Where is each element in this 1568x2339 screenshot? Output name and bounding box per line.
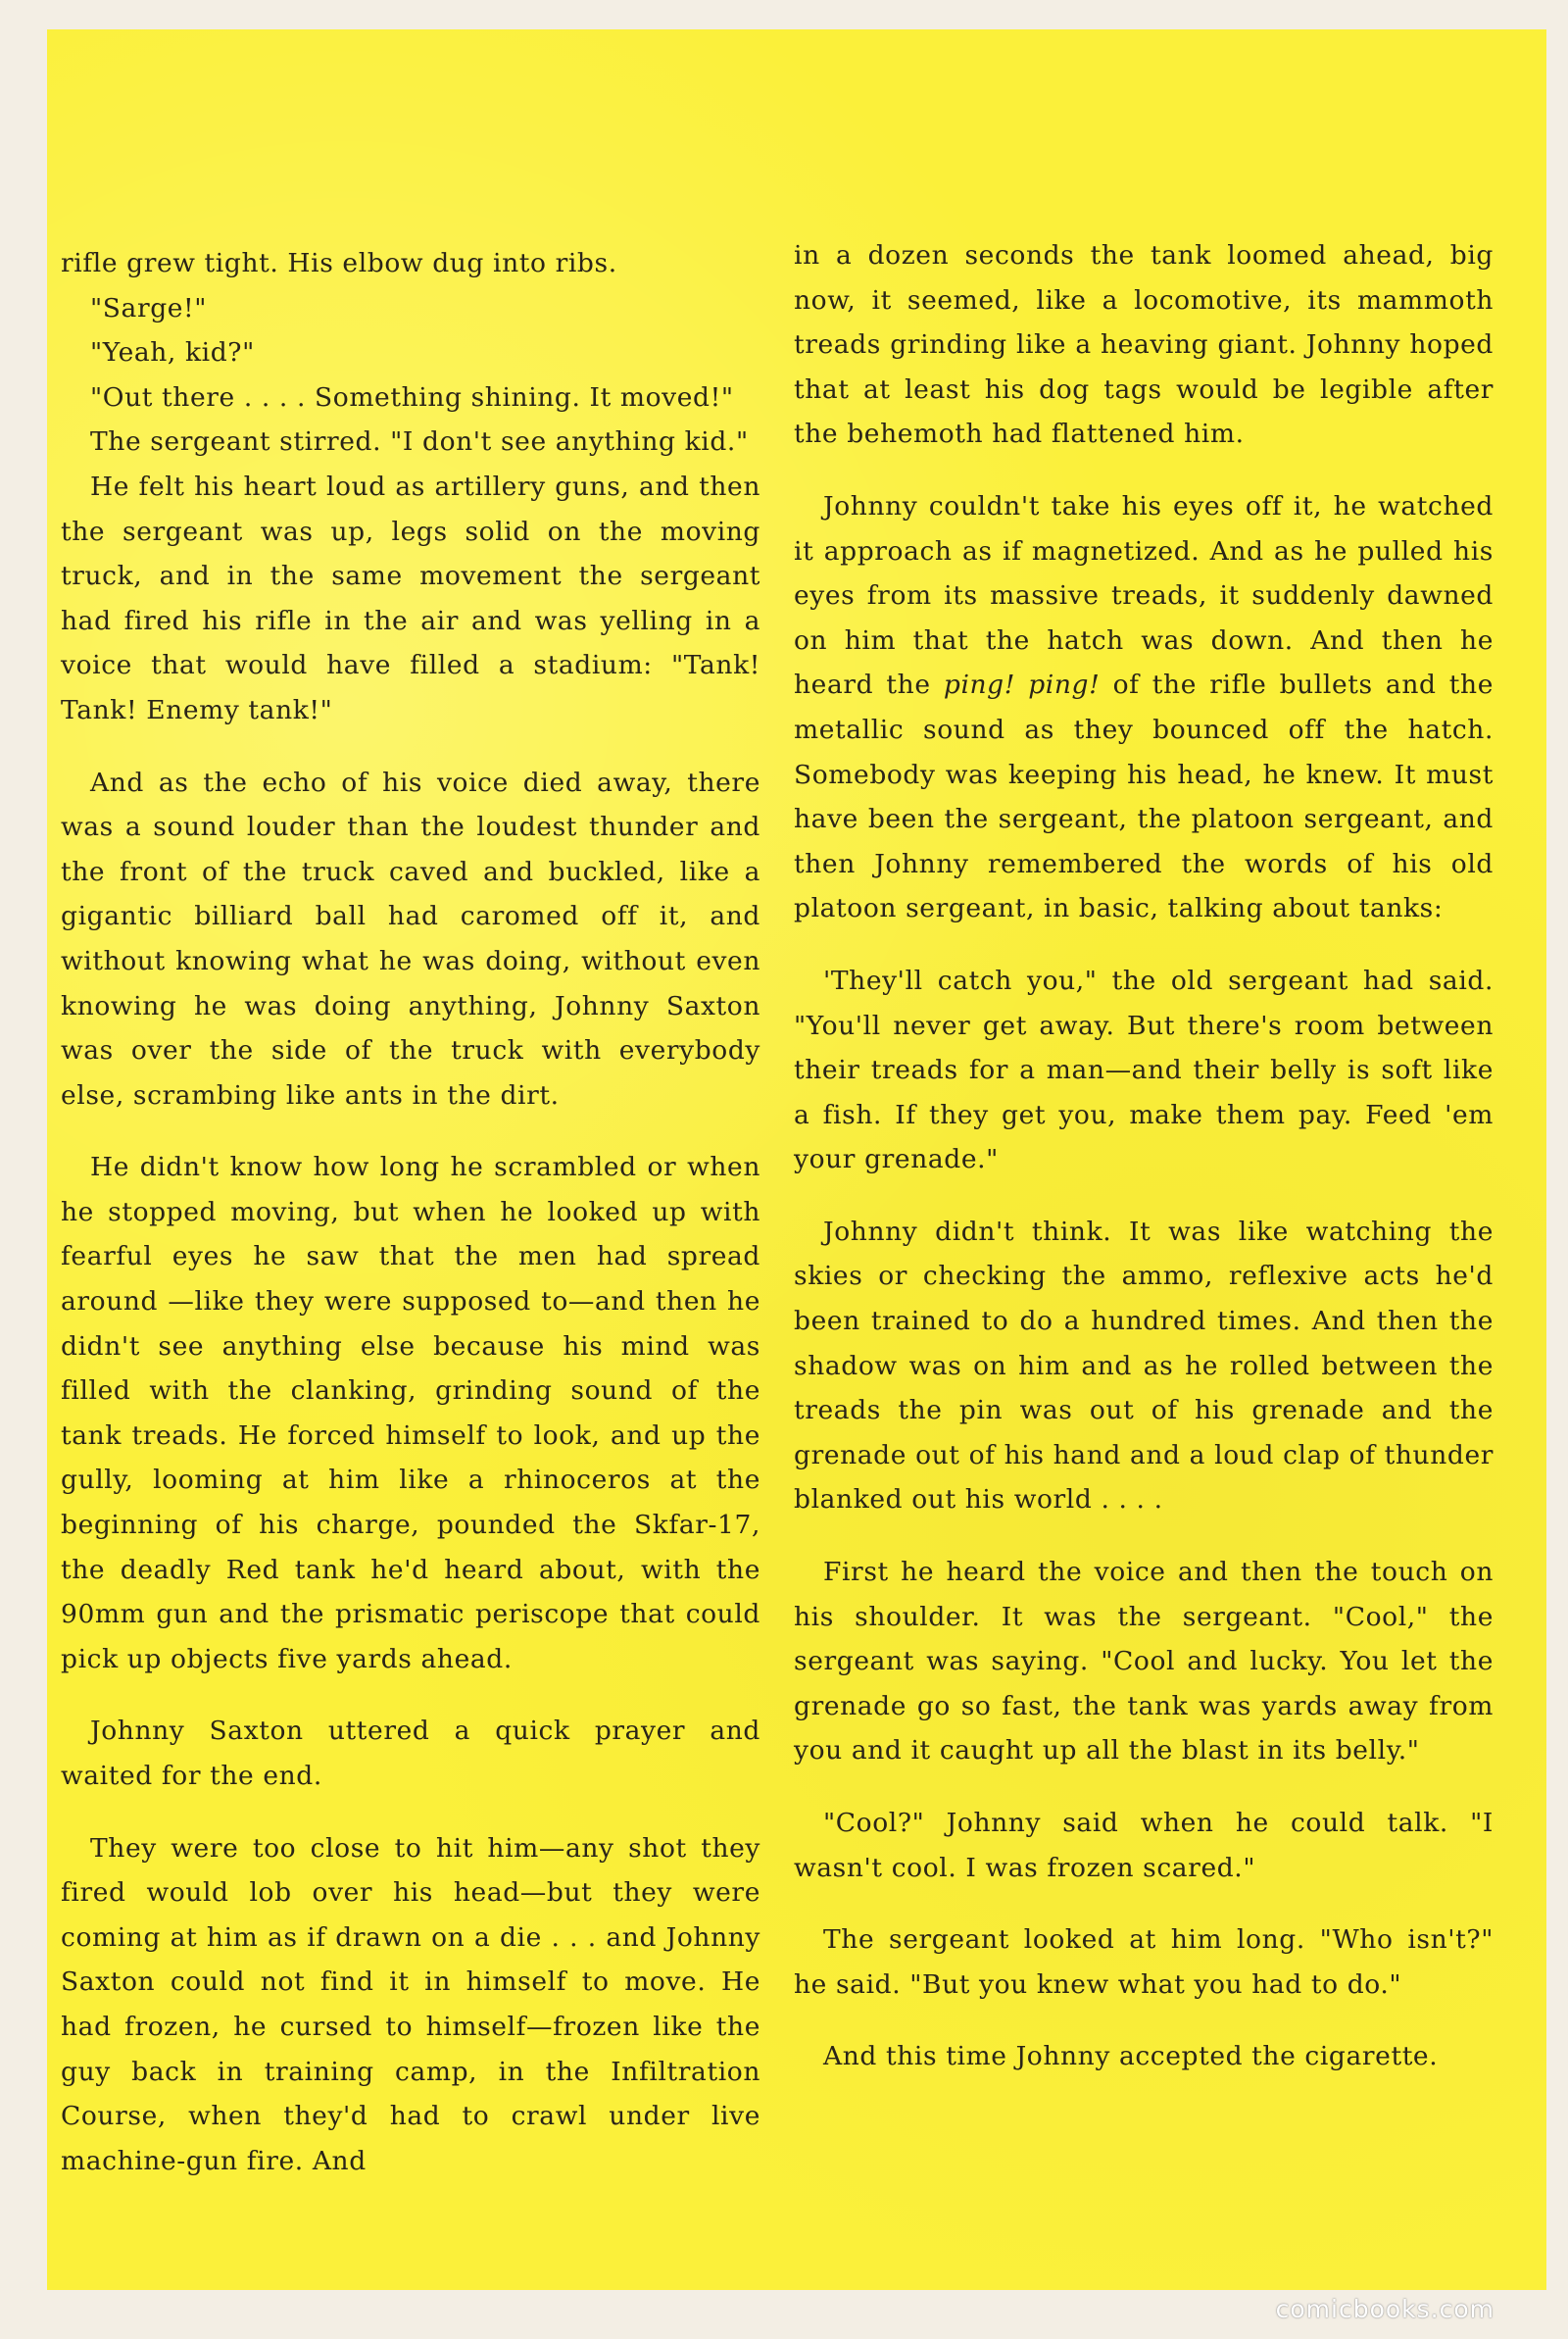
emphasis: ping! ping!: [943, 670, 1101, 701]
paragraph: Johnny Saxton uttered a quick prayer and waited for the end.: [61, 1716, 760, 1791]
paragraph: Johnny didn't think. It was like watching the skies or checking the ammo, reflexive acts he'd been trained to do a hundred times. And then the shadow was on him and as he rolled between the treads the pin was out of his grenade and the grenade out of his hand and a loud clap of thunder blanked out his world . . . .: [794, 1216, 1494, 1516]
paragraph: And as the echo of his voice died away, there was a sound louder than the loudest thunder and the front of the truck caved and buckled, like a gigantic billiard ball had caromed off it, and without knowing what he was doing, without even knowing he was doing anything, Johnny Saxton was over the side of the truck with everybody else, scrambing like ants in the dirt.: [61, 767, 760, 1111]
paragraph: They were too close to hit him—any shot they fired would lob over his head—but they were coming at him as if drawn on a die . . . and Johnny Saxton could not find it in himself to move. He had frozen, he cursed to himself—frozen like the guy back in training camp, in the Infiltration Course, when they'd had to crawl under live machine-gun fire. And: [61, 1832, 760, 2176]
paragraph: First he heard the voice and then the touch on his shoulder. It was the sergeant. "Cool," the sergeant was saying. "Cool and lucky. You let the grenade go so fast, the tank was yards away from you and it caught up all the blast in its belly.": [794, 1557, 1494, 1767]
paragraph: "Yeah, kid?": [90, 337, 255, 369]
paragraph: And this time Johnny accepted the cigarette.: [823, 2041, 1439, 2072]
left-text-column: [61, 241, 760, 2211]
paragraph: He didn't know how long he scrambled or when he stopped moving, but when he looked up with fearful eyes he saw that the men had spread around —like they were supposed to—and then he didn't see anything else because his mind was filled with the clanking, grinding sound of the tank treads. He forced himself to look, and up the gully, looming at him like a rhinoceros at the beginning of his charge, pounded the Skfar-17, the deadly Red tank he'd heard about, with the 90mm gun and the prismatic periscope that could pick up objects five yards ahead.: [61, 1152, 760, 1674]
paragraph: "Sarge!": [90, 292, 208, 323]
paragraph: in a dozen seconds the tank loomed ahead, big now, it seemed, like a locomotive, its mammoth treads grinding like a heaving giant. Johnny hoped that at least his dog tags would be legible after the behemoth had flattened him.: [794, 240, 1494, 450]
paragraph: He felt his heart loud as artillery guns, and then the sergeant was up, legs solid on the moving truck, and in the same movement the sergeant had fired his rifle in the air and was yelling in a voice that would have filled a stadium: "Tank! Tank! Enemy tank!": [61, 471, 760, 725]
paragraph: "Out there . . . . Something shining. It moved!": [90, 381, 734, 413]
paragraph: rifle grew tight. His elbow dug into ribs.: [61, 248, 617, 278]
paragraph: Johnny couldn't take his eyes off it, he watched it approach as if magnetized. And as he pulled his eyes from its massive treads, it suddenly dawned on him that the hatch was down. And then he heard the ping! ping! of the rifle bullets and the metallic sound as they bounced off the hatch. Somebody was keeping his head, he knew. It must have been the sergeant, the platoon sergeant, and then Johnny remembered the words of his old platoon sergeant, in basic, talking about tanks:: [794, 490, 1494, 924]
paragraph: The sergeant looked at him long. "Who isn't?" he said. "But you knew what you had to do.": [794, 1924, 1494, 2000]
right-text-column: [794, 233, 1494, 2107]
watermark: comicbooks.com: [1275, 2295, 1494, 2323]
paragraph: "Cool?" Johnny said when he could talk. "I wasn't cool. I was frozen scared.": [794, 1808, 1494, 1883]
paragraph: The sergeant stirred. "I don't see anything kid.": [90, 426, 749, 458]
paragraph: 'They'll catch you," the old sergeant had said. "You'll never get away. But there's room between their treads for a man—and their belly is soft like a fish. If they get you, make them pay. Feed 'em your grenade.": [794, 965, 1494, 1175]
